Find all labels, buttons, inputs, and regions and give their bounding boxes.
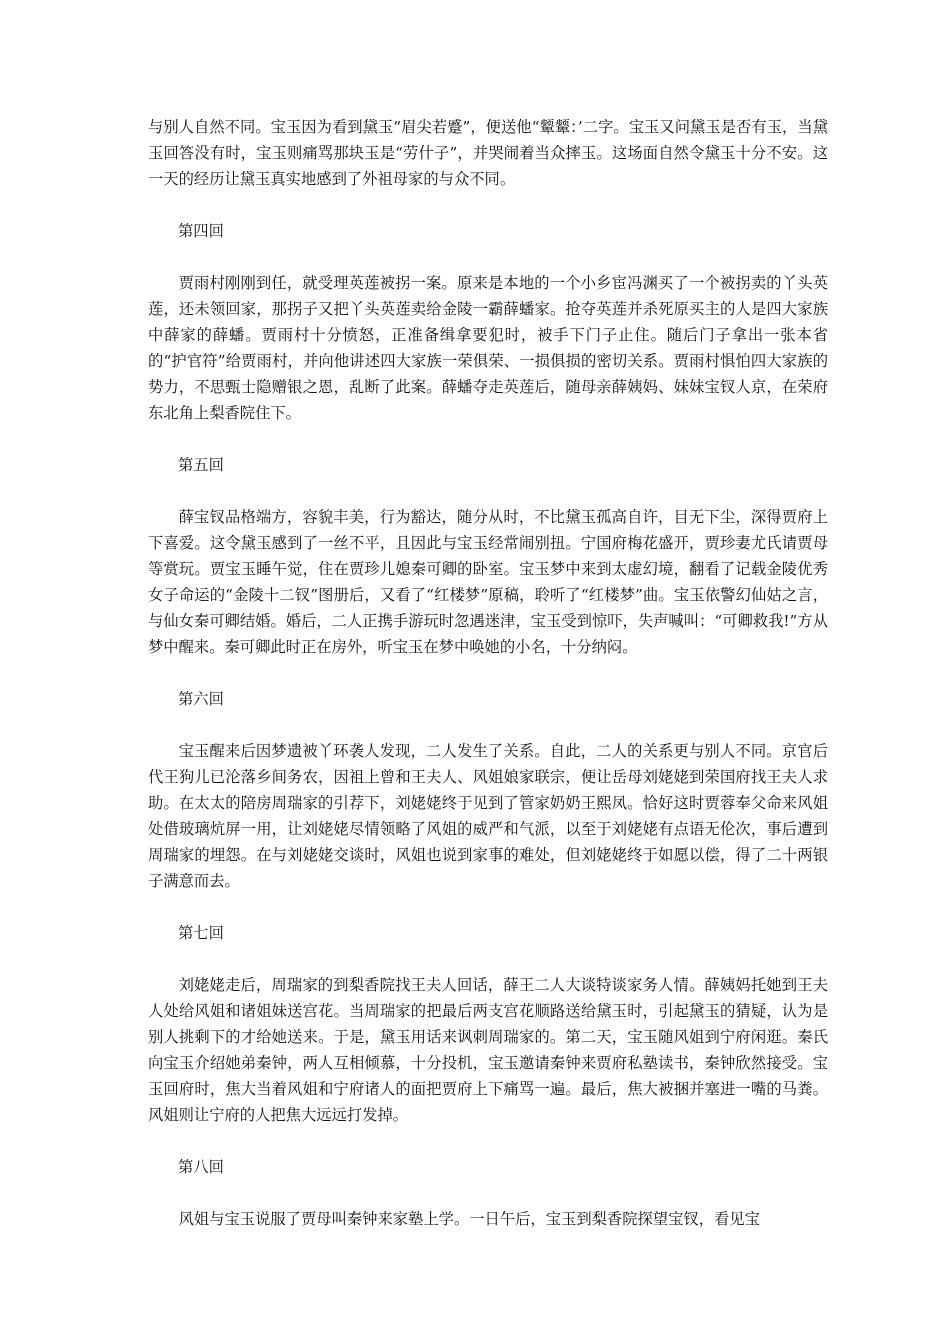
chapter-5-heading: 第五回	[178, 456, 224, 474]
document-body	[148, 114, 828, 1232]
chapter-6-heading: 第六回	[178, 690, 224, 708]
chapter-8-heading: 第八回	[178, 1158, 224, 1176]
chapter-8-paragraph: 风姐与宝玉说服了贾母叫秦钟来家塾上学。一日午后，宝玉到梨香院探望宝钗，看见宝	[178, 1210, 760, 1228]
chapter-5-paragraph: 薛宝钗品格端方，容貌丰美，行为豁达，随分从时，不比黛玉孤高自许，目无下尘，深得贾府上下喜爱。这令黛玉感到了一丝不平，且因此与宝玉经常闹别扭。宁国府梅花盛开，贾珍妻尤氏请贾母等赏玩。贾宝玉睡午觉，住在贾珍儿媳秦可卿的卧室。宝玉梦中来到太虚幻境，翻看了记载金陵优秀女子命运的“金陵十二钗”图册后，又看了“红楼梦”原稿，聆听了“红楼梦”曲。宝玉依警幻仙姑之言，与仙女秦可卿结婚。婚后，二人正携手游玩时忽遇迷津，宝玉受到惊吓，失声喊叫：“可卿救我!”方从梦中醒来。秦可卿此时正在房外，听宝玉在梦中唤她的小名，十分纳闷。	[148, 508, 828, 656]
chapter-4-paragraph: 贾雨村刚刚到任，就受理英莲被拐一案。原来是本地的一个小乡宦冯渊买了一个被拐卖的丫头英莲，还未领回家，那拐子又把丫头英莲卖给金陵一霸薛蟠家。抢夺英莲并杀死原买主的人是四大家族中薛家的薛蟠。贾雨村十分愤怒，正准备缉拿要犯时，被手下门子止住。随后门子拿出一张本省的“护官符”给贾雨村，并向他讲述四大家族一荣俱荣、一损俱损的密切关系。贾雨村惧怕四大家族的势力，不思甄士隐赠银之恩，乱断了此案。薛蟠夺走英莲后，随母亲薛姨妈、妹妹宝钗人京，在荣府东北角上梨香院住下。	[148, 274, 828, 422]
chapter-7-heading: 第七回	[178, 924, 224, 942]
chapter-7-paragraph: 刘姥姥走后，周瑞家的到梨香院找王夫人回话，薛王二人大谈特谈家务人情。薛姨妈托她到王夫人处给风姐和诸姐妹送宫花。当周瑞家的把最后两支宫花顺路送给黛玉时，引起黛玉的猜疑，认为是别人挑剩下的才给她送来。于是，黛玉用话来讽刺周瑞家的。第二天，宝玉随风姐到宁府闲逛。秦氏向宝玉介绍她弟秦钟，两人互相倾慕，十分投机，宝玉邀请秦钟来贾府私塾读书，秦钟欣然接受。宝玉回府时，焦大当着风姐和宁府诸人的面把贾府上下痛骂一遍。最后，焦大被捆并塞进一嘴的马粪。风姐则让宁府的人把焦大远远打发掉。	[148, 976, 828, 1124]
intro-paragraph: 与别人自然不同。宝玉因为看到黛玉“眉尖若蹙”，便送他“颦颦：’二字。宝玉又问黛玉是否有玉，当黛玉回答没有时，宝玉则痛骂那块玉是“劳什子”，并哭闹着当众摔玉。这场面自然令黛玉十分不安。这一天的经历让黛玉真实地感到了外祖母家的与众不同。	[148, 118, 828, 188]
chapter-4-heading: 第四回	[178, 222, 224, 240]
chapter-6-paragraph: 宝玉醒来后因梦遗被丫环袭人发现，二人发生了关系。自此，二人的关系更与别人不同。京官后代王狗儿已沦落乡间务农，因祖上曾和王夫人、风姐娘家联宗，便让岳母刘姥姥到荣国府找王夫人求助。在太太的陪房周瑞家的引荐下，刘姥姥终于见到了管家奶奶王熙凤。恰好这时贾蓉奉父命来风姐处借玻璃炕屏一用，让刘姥姥尽情领略了风姐的威严和气派，以至于刘姥姥有点语无伦次，事后遭到周瑞家的埋怨。在与刘姥姥交谈时，风姐也说到家事的难处，但刘姥姥终于如愿以偿，得了二十两银子满意而去。	[148, 742, 828, 890]
